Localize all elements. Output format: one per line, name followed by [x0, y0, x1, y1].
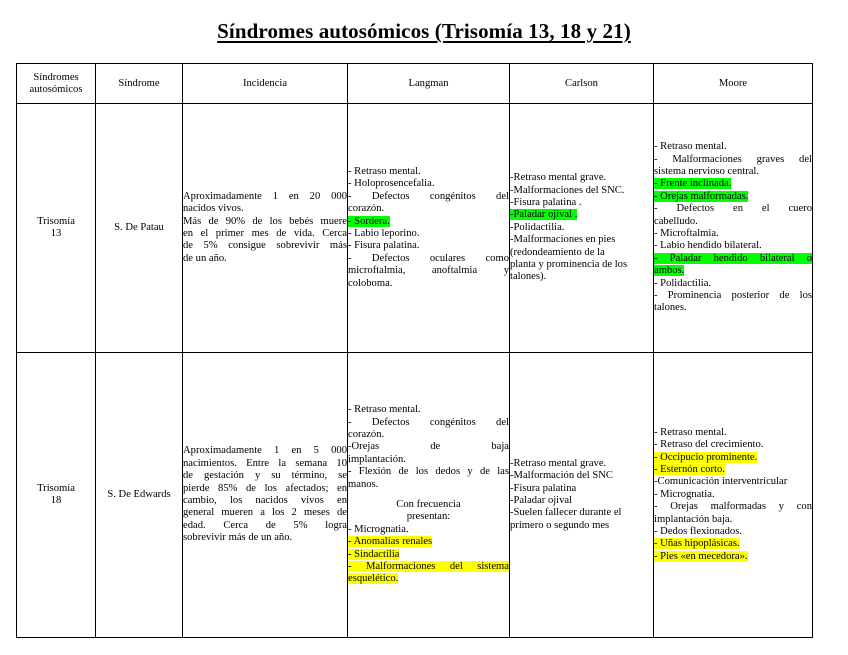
text-line: -Fisura palatina .	[510, 196, 582, 208]
header-carlson: Carlson	[510, 64, 654, 104]
text-line	[348, 573, 509, 585]
text-line: implantación.	[348, 453, 406, 465]
moore-cell	[654, 104, 813, 353]
text-line: - Retraso del crecimiento.	[654, 439, 764, 451]
green-highlight: - Sordera.	[348, 215, 390, 227]
text-line: - Retraso mental.	[348, 165, 421, 177]
text-line: corazón.	[348, 203, 385, 215]
text-line	[654, 253, 812, 265]
text-line: coloboma.	[348, 277, 393, 289]
text-line: de gestación y su término, se	[183, 470, 347, 482]
yellow-highlight: - Malformaciones del sistema	[348, 561, 509, 573]
text-line: -Suelen fallecer durante el	[510, 507, 622, 519]
text-line: -Paladar ojival	[510, 495, 573, 506]
page-title: Síndromes autosómicos (Trisomía 13, 18 y 21)	[217, 19, 631, 43]
incidence-cell	[183, 353, 348, 638]
text-line: manos.	[348, 478, 379, 490]
table-row	[17, 353, 813, 638]
yellow-highlight: - Occipucio prominente.	[654, 451, 758, 463]
text-line: - Malformaciones graves del	[654, 153, 812, 165]
yellow-highlight: - Pies «en mecedora».	[654, 550, 748, 562]
text-line	[510, 209, 653, 221]
text-line: pierde 85% de los afectados; en	[183, 482, 347, 494]
text-line: - Retraso mental.	[348, 404, 421, 416]
text-line: sobrevivir más de un año.	[183, 532, 293, 544]
text-line: - Orejas malformadas y con	[654, 501, 812, 513]
langman-cell	[348, 104, 510, 353]
text-line	[654, 191, 812, 203]
text-line: -Retraso mental grave.	[510, 457, 607, 469]
text-line	[654, 464, 812, 476]
text-line: implantación baja.	[654, 513, 733, 525]
incidence-cell	[183, 104, 348, 353]
text-line: - Microftalmia.	[654, 228, 719, 239]
header-row	[17, 64, 813, 104]
langman-cell	[348, 353, 510, 638]
frequency-label: Con frecuencia	[396, 499, 461, 510]
yellow-highlight: - Sindactilia	[348, 548, 400, 560]
spacer	[348, 491, 509, 499]
text-line: Más de 90% de los bebés muere	[183, 215, 347, 227]
text-line: de 5% consigue sobrevivir más	[183, 240, 347, 252]
yellow-highlight: esquelético.	[348, 573, 399, 585]
text-line: corazón.	[348, 428, 385, 440]
text-line: - Retraso mental.	[654, 426, 727, 438]
text-line	[654, 178, 812, 190]
text-line	[348, 216, 509, 228]
syndromes-table	[16, 63, 813, 638]
text-line: - Retraso mental.	[654, 141, 727, 153]
text-line: en el primer mes de vida. Cerca	[183, 228, 347, 239]
text-line: - Flexión de los dedos y de las	[348, 466, 509, 478]
carlson-cell	[510, 104, 654, 353]
text-line: talones).	[510, 271, 547, 283]
text-line: microftalmia, anoftalmia y	[348, 265, 509, 277]
text-line: nacidos vivos.	[183, 203, 244, 215]
green-highlight: - Frente inclinada.	[654, 178, 732, 190]
text-line	[348, 536, 509, 548]
text-line: general mueren a los 2 meses de	[183, 507, 347, 519]
text-line: -Orejas de baja	[348, 441, 509, 453]
text-line: planta y prominencia de los	[510, 259, 628, 271]
text-line: - Labio hendido bilateral.	[654, 240, 762, 252]
text-line	[654, 452, 812, 464]
text-line	[348, 549, 509, 561]
text-line: Aproximadamente 1 en 5 000	[183, 445, 347, 457]
yellow-highlight: - Anomalías renales	[348, 536, 433, 548]
text-line: nacimientos. Entre la semana 10	[183, 457, 347, 469]
table-row	[17, 104, 813, 353]
green-highlight: - Paladar hendido bilateral o	[654, 252, 812, 264]
green-highlight: - Orejas malformadas.	[654, 190, 749, 202]
green-highlight: ambos.	[654, 265, 685, 277]
carlson-cell	[510, 353, 654, 638]
text-line: - Labio leporino.	[348, 228, 420, 239]
text-line: - Fisura palatina.	[348, 240, 420, 252]
text-line: - Dedos flexionados.	[654, 526, 742, 538]
header-sindrome: Síndrome	[96, 64, 183, 104]
yellow-highlight: - Uñas hipoplásicas.	[654, 538, 740, 550]
text-line	[348, 561, 509, 573]
text-line: -Comunicación interventricular	[654, 476, 788, 488]
syndrome-cell: S. De Edwards	[96, 353, 183, 638]
text-line: cambio, los nacidos vivos en	[183, 495, 347, 506]
text-line: Aproximadamente 1 en 20 000	[183, 190, 347, 202]
text-line: edad. Cerca de 5% logra	[183, 519, 347, 531]
yellow-highlight: - Esternón corto.	[654, 463, 725, 475]
text-line: talones.	[654, 302, 687, 314]
text-line: -Retraso mental grave.	[510, 172, 607, 184]
trisomy-cell: Trisomía 13	[17, 104, 96, 353]
frequency-label: presentan:	[406, 511, 451, 523]
text-line: - Prominencia posterior de los	[654, 290, 812, 302]
text-line: -Malformaciones en pies	[510, 234, 616, 246]
syndrome-cell: S. De Patau	[96, 104, 183, 353]
text-line: -Fisura palatina	[510, 482, 577, 494]
text-line: de un año.	[183, 252, 227, 264]
text-line: - Defectos en el cuero	[654, 203, 812, 215]
text-line: - Defectos congénitos del	[348, 190, 509, 202]
green-highlight: -Paladar ojival .	[510, 209, 578, 221]
text-line: (redondeamiento de la	[510, 246, 605, 258]
header-incidencia: Incidencia	[183, 64, 348, 104]
text-line: -Polidactilia.	[510, 221, 565, 233]
text-line	[654, 551, 812, 563]
trisomy-cell: Trisomía 18	[17, 353, 96, 638]
text-line: - Holoprosencefalia.	[348, 178, 435, 190]
moore-cell	[654, 353, 813, 638]
text-line: - Polidactilia.	[654, 277, 712, 289]
text-line	[654, 538, 812, 550]
text-line: cabelludo.	[654, 215, 698, 227]
text-line	[654, 265, 812, 277]
text-line: - Defectos oculares como	[348, 252, 509, 264]
text-line: primero o segundo mes	[510, 519, 610, 531]
text-line: - Micrognatia.	[654, 488, 715, 500]
text-line: -Malformación del SNC	[510, 470, 613, 482]
header-langman: Langman	[348, 64, 510, 104]
header-moore: Moore	[654, 64, 813, 104]
text-line: sistema nervioso central.	[654, 165, 760, 177]
header-sindromes-autosomicos: Síndromes autosómicos	[17, 64, 96, 104]
text-line: - Micrognatia.	[348, 523, 409, 535]
text-line: -Malformaciones del SNC.	[510, 184, 625, 196]
text-line: - Defectos congénitos del	[348, 416, 509, 428]
